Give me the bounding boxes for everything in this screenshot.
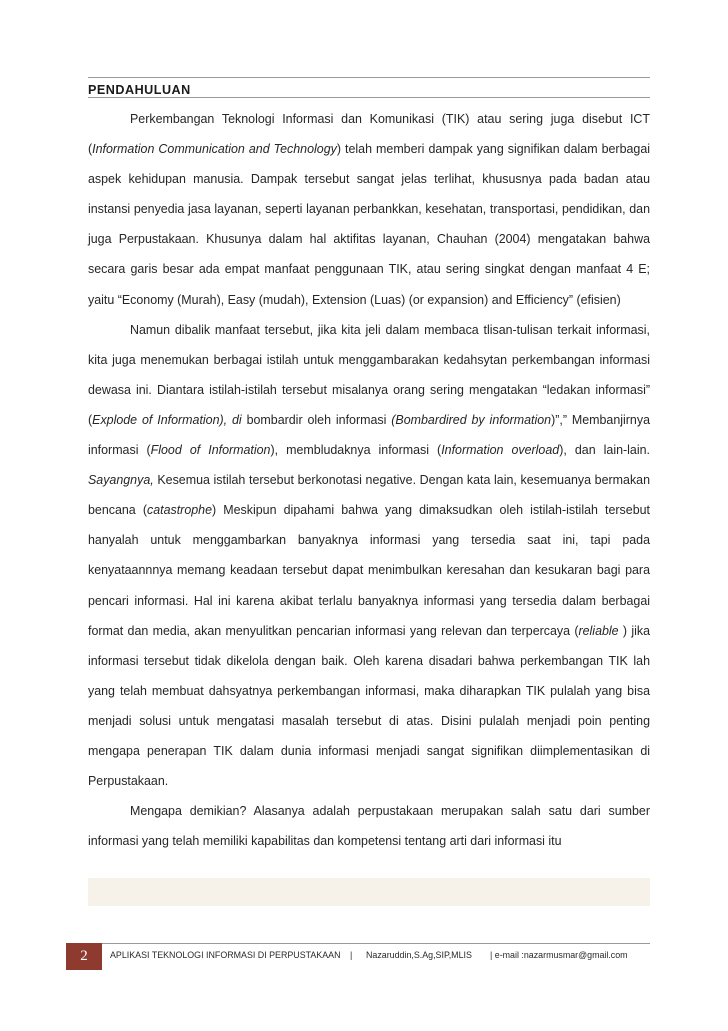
body-text [88, 104, 650, 856]
paragraph-3 [88, 796, 650, 856]
footer-title: APLIKASI TEKNOLOGI INFORMASI DI PERPUSTAKAAN [110, 950, 341, 960]
paragraph-2 [88, 315, 650, 797]
paragraph-2-run: Explode of Information), di [92, 412, 242, 427]
paragraph-1-run: Perkembangan Teknologi Informasi dan Komunikasi (TIK) atau sering juga disebut ICT ( [88, 112, 650, 157]
paragraph-2-run: ) jika informasi tersebut tidak dikelola dengan baik. Oleh karena disadari bahwa perkembangan TIK lah yang telah membuat dahsyatnya perkembangan informasi, maka diharapkan TIK pulalah yang bisa menjadi solusi untuk mengatasi masalah tersebut di atas. Disini pulalah menjadi poin penting mengapa penerapan TIK dalam dunia informasi menjadi sangat signifikan diimplementasikan di Perpustakaan. [88, 623, 650, 789]
paragraph-2-run: (Bombardired by information [391, 412, 552, 427]
paragraph-2-run: Flood of Information [150, 443, 271, 458]
heading-rule [88, 97, 650, 98]
paragraph-2-run: reliable [578, 623, 619, 638]
footer-separator: | [350, 950, 353, 960]
paragraph-3-run: Mengapa demikian? Alasanya adalah perpustakaan merupakan salah satu dari sumber informasi yang telah memiliki kapabilitas dan kompetensi tentang arti dari informasi itu [88, 804, 650, 849]
paragraph-2-run: ) Meskipun dipahami bahwa yang dimaksudkan oleh istilah-istilah tersebut hanyalah untuk menggambarkan banyaknya informasi yang tersedia saat ini, tapi pada kenyataannnya memang keadaan tersebut dapat menimbulkan keresahan dan kesukaran bagi para pencari informasi. Hal ini karena akibat terlalu banyaknya informasi yang tersedia dalam berbagai format dan media, akan menyulitkan pencarian informasi yang relevan dan terpercaya ( [88, 503, 650, 638]
footer-email: | e-mail :nazarmusmar@gmail.com [490, 950, 628, 960]
paragraph-2-run: Namun dibalik manfaat tersebut, jika kita jeli dalam membaca tlisan-tulisan terkait informasi, kita juga menemukan berbagai istilah untuk menggambarakan kedahsytan perkembangan informasi dewasa ini. Diantara istilah-istilah tersebut misalanya orang sering mengatakan “ledakan informasi” ( [88, 322, 650, 427]
paragraph-2-run: catastrophe [147, 503, 212, 518]
footer-author: Nazaruddin,S.Ag,SIP,MLIS [366, 950, 472, 960]
paragraph-2-run: ), membludaknya informasi ( [270, 443, 442, 458]
paragraph-1-run: Information Communication and Technology [92, 142, 337, 157]
paragraph-2-run: bombardir oleh informasi [241, 412, 392, 427]
section-heading: PENDAHULUAN [88, 83, 191, 97]
top-rule [88, 77, 650, 78]
paragraph-1 [88, 104, 650, 315]
paragraph-2-run: )”,” Membanjirnya informasi ( [88, 412, 650, 458]
paragraph-2-run: Kesemua istilah tersebut berkonotasi negative. Dengan kata lain, kesemuanya bermakan bencana ( [88, 473, 650, 518]
paragraph-highlight [88, 878, 650, 906]
paragraph-1-run: ) telah memberi dampak yang signifikan dalam berbagai aspek kehidupan manusia. Dampak tersebut sangat jelas terlihat, khususnya pada badan atau instansi penyedia jasa layanan, seperti layanan perbankkan, kesehatan, transportasi, pendidikan, dan juga Perpustakaan. Khusunya dalam hal aktifitas layanan, Chauhan (2004) mengatakan bahwa secara garis besar ada empat manfaat penggunaan TIK, atau sering singkat dengan manfaat 4 E; yaitu “Economy (Murah), Easy (mudah), Extension (Luas) (or expansion) and Efficiency” (efisien) [88, 142, 651, 307]
paragraph-2-run: Information overload [441, 443, 560, 458]
document-page [88, 0, 650, 1031]
paragraph-2-run: ), dan lain-lain. [559, 443, 650, 458]
footer-rule [66, 943, 650, 944]
paragraph-2-run: Sayangnya, [88, 473, 154, 488]
page-number: 2 [66, 943, 102, 970]
